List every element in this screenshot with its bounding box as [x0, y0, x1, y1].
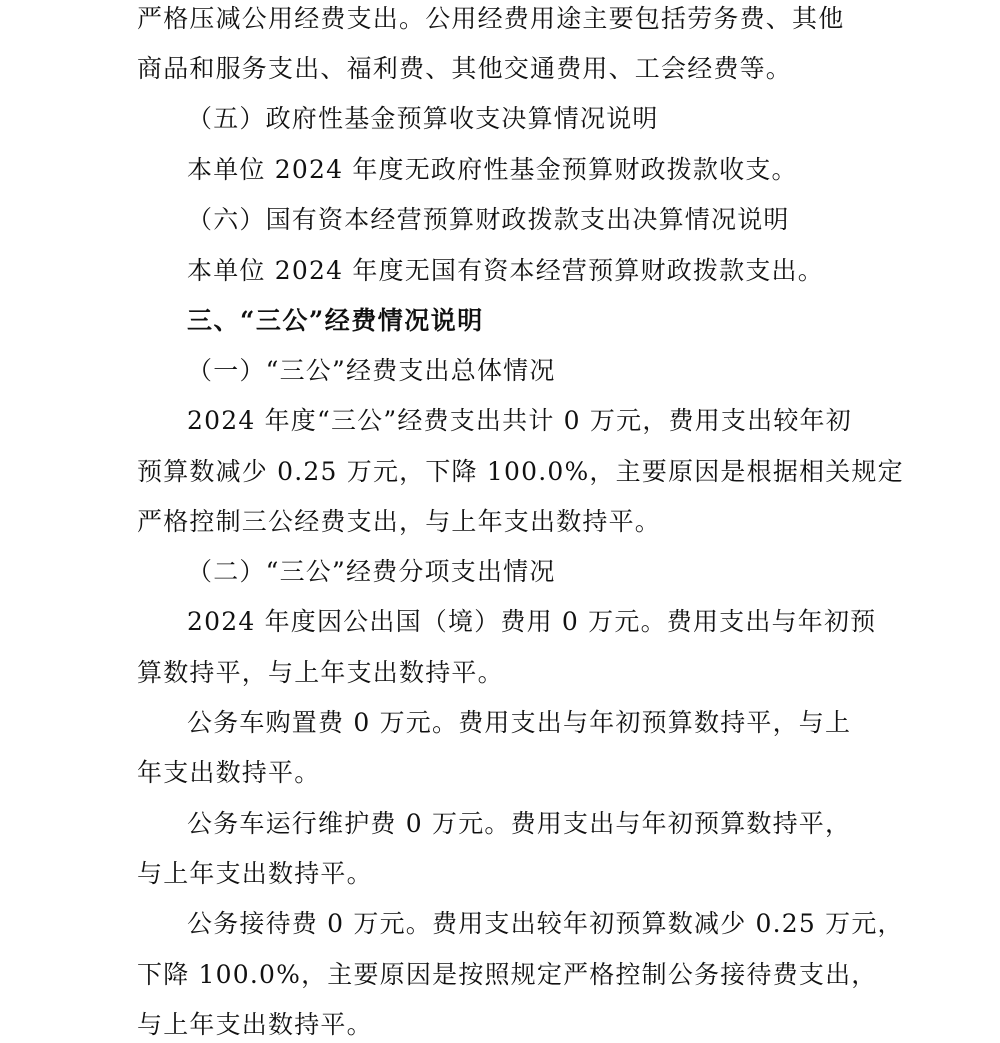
- paragraph-line: 本单位 2024 年度无政府性基金预算财政拨款收支。: [187, 155, 798, 184]
- paragraph-line: 公务车购置费 0 万元。费用支出与年初预算数持平，与上: [187, 708, 852, 737]
- paragraph-line: 公务接待费 0 万元。费用支出较年初预算数减少 0.25 万元，: [187, 909, 904, 938]
- paragraph-line: 本单位 2024 年度无国有资本经营预算财政拨款支出。: [187, 256, 824, 285]
- paragraph-line: 预算数减少 0.25 万元，下降 100.0%，主要原因是根据相关规定: [137, 457, 904, 486]
- paragraph-line: 商品和服务支出、福利费、其他交通费用、工会经费等。: [137, 54, 793, 83]
- section-heading: （一）“三公”经费支出总体情况: [187, 356, 556, 385]
- section-heading: （二）“三公”经费分项支出情况: [187, 557, 556, 586]
- chapter-heading: 三、“三公”经费情况说明: [187, 306, 484, 335]
- paragraph-line: 严格压减公用经费支出。公用经费用途主要包括劳务费、其他: [137, 4, 845, 33]
- paragraph-line: 与上年支出数持平。: [137, 859, 373, 888]
- section-heading: （五）政府性基金预算收支决算情况说明: [187, 104, 659, 133]
- paragraph-line: 算数持平，与上年支出数持平。: [137, 658, 504, 687]
- paragraph-line: 年支出数持平。: [137, 758, 321, 787]
- paragraph-line: 公务车运行维护费 0 万元。费用支出与年初预算数持平，: [187, 809, 852, 838]
- paragraph-line: 2024 年度“三公”经费支出共计 0 万元，费用支出较年初: [187, 406, 852, 435]
- paragraph-line: 2024 年度因公出国（境）费用 0 万元。费用支出与年初预: [187, 607, 877, 636]
- paragraph-line: 与上年支出数持平。: [137, 1010, 373, 1039]
- paragraph-line: 下降 100.0%，主要原因是按照规定严格控制公务接待费支出，: [137, 960, 878, 989]
- paragraph-line: 严格控制三公经费支出，与上年支出数持平。: [137, 507, 662, 536]
- section-heading: （六）国有资本经营预算财政拨款支出决算情况说明: [187, 205, 790, 234]
